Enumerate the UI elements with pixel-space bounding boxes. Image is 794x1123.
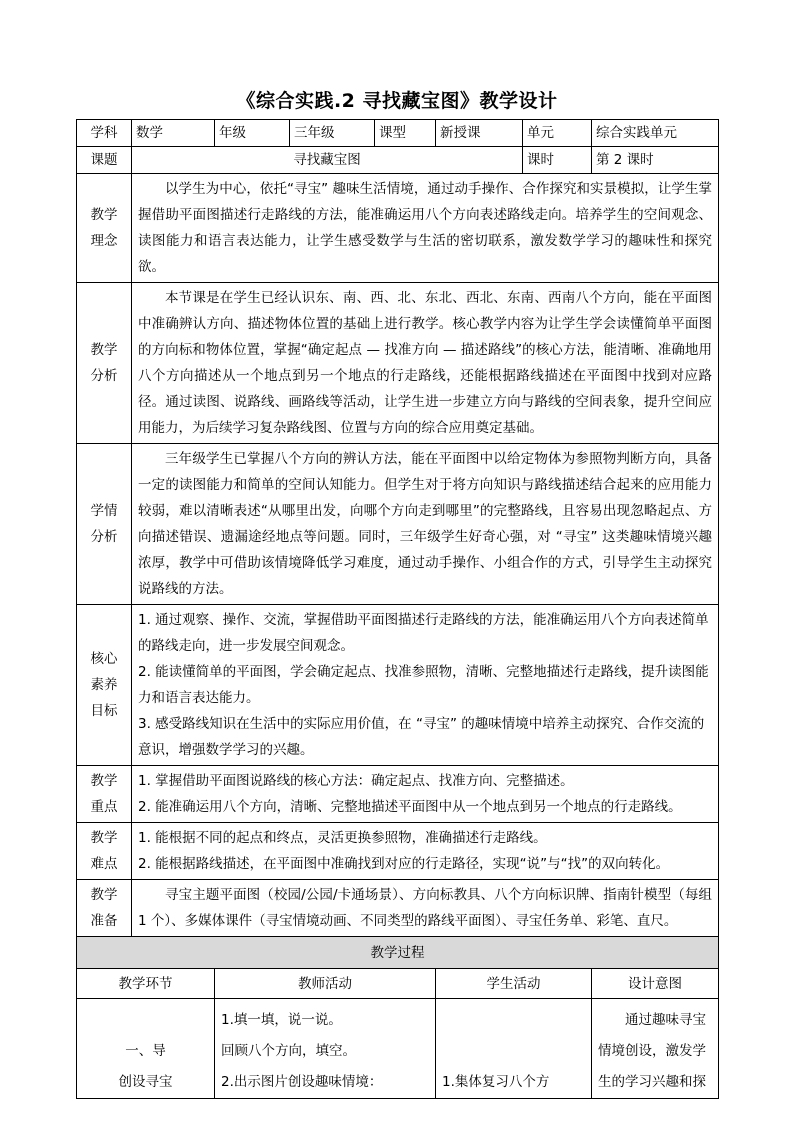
subject-label: 学科 [77,120,132,147]
learners-label-line2: 分析 [90,529,118,545]
learners-text: 三年级学生已掌握八个方向的辨认方法，能在平面图中以给定物体为参照物判断方向，具备一定的读图能力和简单的空间认知能力。但学生对于将方向知识与路线描述结合起来的应用能力较弱，难以清晰表述“从哪里出发，向哪个方向走到哪里”的完整路线，且容易出现忽略起点、方向描述错误、遗漏途经地点等问题。同时，三年级学生好奇心强，对 “寻宝” 这类趣味情境兴趣浓厚，教学中可借助该情境降低学习难度，通过动手操作、小组合作的方式，引导学生主动探究说路线的方法。 [132,444,719,605]
difficulties-label-line2: 难点 [90,856,118,872]
type-label: 课型 [375,120,436,147]
col-stage-header: 教学环节 [77,969,215,999]
stage-cell [77,999,215,1099]
unit-label: 单元 [523,120,592,147]
preparation-text: 寻宝主题平面图（校园/公园/卡通场景）、方向标教具、八个方向标识牌、指南针模型（每组 1 个）、多媒体课件（寻宝情境动画、不同类型的路线平面图）、寻宝任务单、彩笔、直尺。 [132,880,719,937]
student-activity [436,999,592,1099]
goals-label-line3: 目标 [90,703,118,719]
difficulties-list [132,823,719,880]
concept-label [77,174,132,283]
key-points-label-line2: 重点 [90,799,118,815]
subject-value: 数学 [132,120,215,147]
difficulty-item-2: 2. 能根据路线描述，在平面图中准确找到对应的行走路径，实现“说”与“找”的双向转化。 [138,856,670,872]
teacher-line-3: 2.出示图片创设趣味情境： [221,1074,383,1090]
key-point-item-2: 2. 能准确运用八个方向，清晰、完整地描述平面图中从一个地点到另一个地点的行走路线。 [138,799,682,815]
document-title: 《综合实践.2 寻找藏宝图》教学设计 [236,90,558,112]
goals-label [77,605,132,766]
design-intent: 通过趣味寻宝情境创设，激发学生的学习兴趣和探 [592,999,719,1099]
col-intent-header: 设计意图 [592,969,719,999]
analysis-label [77,283,132,444]
teacher-activity [215,999,436,1099]
analysis-label-line1: 教学 [90,342,118,358]
difficulty-item-1: 1. 能根据不同的起点和终点，灵活更换参照物，准确描述行走路线。 [138,830,547,846]
learners-label-line1: 学情 [90,503,118,519]
learners-label [77,444,132,605]
concept-label-line1: 教学 [90,207,118,223]
key-point-item-1: 1. 掌握借助平面图说路线的核心方法：确定起点、找准方向、完整描述。 [138,773,574,789]
goal-item-3: 3. 感受路线知识在生活中的实际应用价值，在 “寻宝” 的趣味情境中培养主动探究、合作交流的意识，增强数学学习的兴趣。 [138,716,705,758]
key-points-label-line1: 教学 [90,773,118,789]
difficulties-label-line1: 教学 [90,830,118,846]
difficulties-label [77,823,132,880]
preparation-label-line2: 准备 [90,913,118,929]
goal-item-2: 2. 能读懂简单的平面图，学会确定起点、找准参照物，清晰、完整地描述行走路线，提升读图能力和语言表达能力。 [138,664,709,706]
topic-label: 课题 [77,147,132,174]
concept-label-line2: 理念 [90,233,118,249]
analysis-label-line2: 分析 [90,368,118,384]
lesson-plan-table [76,119,719,1099]
teacher-line-2: 回顾八个方向，填空。 [221,1043,356,1059]
col-teacher-header: 教师活动 [215,969,436,999]
topic-value: 寻找藏宝图 [132,147,523,174]
preparation-label-line1: 教学 [90,887,118,903]
process-heading: 教学过程 [77,937,719,969]
teacher-line-1: 1.填一填，说一说。 [221,1012,342,1028]
stage-subtitle: 创设寻宝 [118,1074,173,1090]
period-value: 第 2 课时 [592,147,719,174]
goals-label-line2: 素养 [90,677,118,693]
key-points-list [132,766,719,823]
goals-list [132,605,719,766]
grade-value: 三年级 [290,120,375,147]
concept-text: 以学生为中心，依托“寻宝” 趣味生活情境，通过动手操作、合作探究和实景模拟，让学生掌握借助平面图描述行走路线的方法，能准确运用八个方向表述路线走向。培养学生的空间观念、读图能力和语言表达能力，让学生感受数学与生活的密切联系，激发数学学习的趣味性和探究欲。 [132,174,719,283]
analysis-text: 本节课是在学生已经认识东、南、西、北、东北、西北、东南、西南八个方向，能在平面图中准确辨认方向、描述物体位置的基础上进行教学。核心教学内容为让学生学会读懂简单平面图的方向标和物体位置，掌握“确定起点 — 找准方向 — 描述路线”的核心方法，能清晰、准确地用八个方向描述从一个地点到另一个地点的行走路线，还能根据路线描述在平面图中找到对应路径。通过读图、说路线、画路线等活动，让学生进一步建立方向与路线的空间表象，提升空间应用能力，为后续学习复杂路线图、位置与方向的综合应用奠定基础。 [132,283,719,444]
col-student-header: 学生活动 [436,969,592,999]
period-label: 课时 [523,147,592,174]
goal-item-1: 1. 通过观察、操作、交流，掌握借助平面图描述行走路线的方法，能准确运用八个方向表述简单的路线走向，进一步发展空间观念。 [138,612,709,654]
grade-label: 年级 [215,120,290,147]
key-points-label [77,766,132,823]
preparation-label [77,880,132,937]
student-line-1: 1.集体复习八个方 [442,1074,550,1090]
type-value: 新授课 [436,120,523,147]
stage-title: 一、导 [125,1043,166,1059]
goals-label-line1: 核心 [90,651,118,667]
unit-value: 综合实践单元 [592,120,719,147]
